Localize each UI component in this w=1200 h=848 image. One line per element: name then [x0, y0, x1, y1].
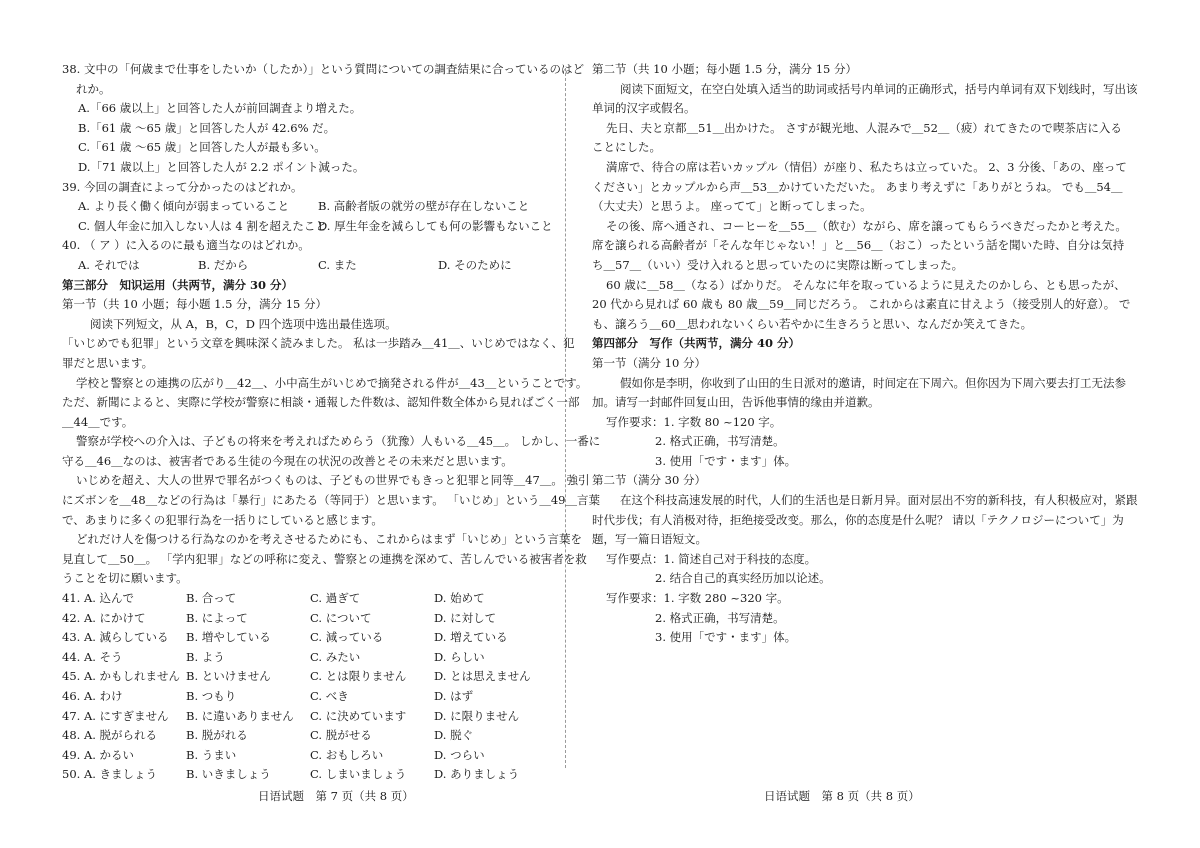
q39-options	[62, 197, 553, 236]
option-39a: A. より長く働く傾向が弱まっていること	[78, 199, 290, 214]
s1-requirement: 3. 使用「です・ます」体。	[655, 453, 797, 468]
page-footer-8: 日语试题 第 8 页（共 8 页）	[764, 789, 920, 803]
s1-body-line: 加。请写一封邮件回复山田，告诉他事情的缘由并道歉。	[592, 395, 880, 410]
option-38b: B.「61 歳 ～65 歳」と回答した人が 42.6% だ。	[78, 120, 336, 135]
option-cell: C. みたい	[310, 649, 361, 664]
option-cell: 46. A. わけ	[62, 689, 123, 703]
option-cell: B. 増やしている	[186, 630, 271, 645]
s1-heading: 第一节（满分 10 分）	[592, 355, 706, 370]
s2-body-line: 在这个科技高速发展的时代，人们的生活也是日新月异。面对层出不穷的新科技，有人积极应对，紧跟	[620, 493, 1138, 508]
instruction-line: 阅读下面短文，在空白处填入适当的助词或括号内单词的正确形式，括号内单词有双下划线时，写出该	[620, 81, 1138, 96]
passage-line: 警察が学校への介入は、子どもの将来を考えればためらう（犹豫）人もいる＿45＿。 しかし、一番に	[76, 434, 601, 449]
s1-body-line: 假如你是李明，你收到了山田的生日派对的邀请，时间定在下周六。但你因为下周六要去打工无法参	[620, 375, 1126, 390]
option-cell: D. つらい	[434, 747, 485, 762]
question-38: 38. 文中の「何歳まで仕事をしたいか（したか）」という質問についての調査結果に合っているのはど	[62, 62, 584, 76]
option-cell: C. べき	[310, 689, 349, 703]
passage-line: も、譲ろう＿60＿思われないくらい若やかに生きろうと思い、なんだか笑えてきた。	[592, 316, 1033, 331]
s2-body-line: 时代步伐；有人消极对待，拒绝接受改变。那么，你的态度是什么呢？ 请以「テクノロジーについて」为	[592, 512, 1124, 527]
passage-line: ＿44＿です。	[62, 414, 134, 429]
option-cell: B. いきましょう	[186, 767, 271, 782]
option-cell: B. よう	[186, 649, 225, 664]
s2-heading: 第二节（满分 30 分）	[592, 473, 706, 488]
s2-requirement: 2. 格式正确，书写清楚。	[655, 610, 785, 625]
s2-body-line: 题，写一篇日语短文。	[592, 532, 707, 547]
option-cell: C. しまいましょう	[310, 767, 407, 782]
s2-point: 写作要点：1. 简述自己对于科技的态度。	[606, 551, 817, 566]
instruction: 阅读下列短文，从 A，B，C，D 四个选项中选出最佳选项。	[90, 316, 397, 331]
page-footer-7: 日语试题 第 7 页（共 8 页）	[258, 789, 414, 803]
passage-line: ただ、新聞によると、実際に学校が警察に相談・通報した件数は、認知件数全体から見ればごく一部	[62, 395, 580, 410]
passage-line: その後、席へ通され、コーヒーを＿55＿（飲む）ながら、席を譲ってもらうべきだったかと考えた。	[606, 218, 1127, 233]
option-cell: 49. A. かるい	[62, 747, 135, 762]
right-page	[592, 60, 1138, 648]
option-cell: B. に違いありません	[186, 708, 294, 723]
passage-line: ください」とカップルから声＿53＿かけていただいた。 あまり考えずに「ありがとうね。 でも＿54＿	[592, 179, 1123, 194]
passage-line: どれだけ人を傷つける行為なのかを考えさせるためにも、これからはまず「いじめ」という言葉を	[76, 532, 582, 547]
passage-line: 席を譲られる高齢者が「そんな年じゃない！」と＿56＿（おこ）ったという話を聞いた時、自分は気持	[592, 238, 1125, 253]
part3-heading: 第三部分 知识运用（共两节，满分 30 分）	[62, 277, 294, 292]
option-cell: 42. A. にかけて	[62, 610, 146, 625]
question-38-cont: れか。	[76, 81, 111, 96]
q40-options	[62, 256, 547, 276]
option-39b: B. 高齢者版の就労の壁が存在しないこと	[318, 199, 530, 214]
option-cell: 48. A. 脱がられる	[62, 728, 158, 743]
option-38a: A.「66 歳以上」と回答した人が前回調査より増えた。	[78, 101, 362, 116]
option-40d: D. そのために	[438, 257, 512, 272]
option-cell: B. 脱がれる	[186, 728, 248, 743]
option-cell: D. 始めて	[434, 591, 485, 606]
section2-heading: 第二节（共 10 小题；每小题 1.5 分，满分 15 分）	[592, 62, 857, 76]
passage-line: 「いじめでも犯罪」という文章を興味深く読みました。 私は一歩踏み＿41＿、いじめではなく、犯	[62, 336, 575, 351]
option-40b: B. だから	[198, 257, 249, 272]
question-40: 40. （ ア ）に入るのに最も適当なのはどれか。	[62, 238, 310, 253]
instruction-line: 单词的汉字或假名。	[592, 101, 696, 116]
option-cell: C. 脱がせる	[310, 728, 372, 743]
passage-line: ち＿57＿（いい）受け入れると思っていたのに実際は断ってしまった。	[592, 257, 964, 272]
s1-requirement: 写作要求：1. 字数 80 ~120 字。	[606, 414, 782, 429]
passage-line: 学校と警察との連携の広がり＿42＿、小中高生がいじめで摘発される件が＿43＿ということです。	[76, 375, 588, 390]
left-page	[62, 60, 601, 785]
option-cell: 44. A. そう	[62, 649, 123, 664]
option-cell: D. らしい	[434, 649, 485, 664]
passage-line: うことを切に願います。	[62, 571, 188, 586]
option-cell: D. はず	[434, 689, 474, 703]
option-38d: D.「71 歳以上」と回答した人が 2.2 ポイント減った。	[78, 159, 365, 174]
option-cell: B. といけません	[186, 669, 271, 684]
option-cell: D. とは思えません	[434, 669, 531, 684]
passage-line: 20 代から見れば 60 歳も 80 歳＿59＿同じだろう。 これからは素直に甘えよう（接受別人的好意）。 で	[592, 297, 1131, 312]
option-39c: C. 個人年金に加入しない人は 4 割を超えたこと	[78, 218, 327, 233]
option-cell: 47. A. にすぎません	[62, 708, 169, 723]
passage-line: にズボンを＿48＿などの行為は「暴行」にあたる（等同于）と思います。 「いじめ」という＿49＿言葉	[62, 493, 600, 508]
option-cell: 43. A. 減らしている	[62, 630, 169, 645]
option-cell: C. 過ぎて	[310, 591, 361, 606]
s2-requirement: 3. 使用「です・ます」体。	[655, 630, 797, 645]
s2-point: 2. 结合自己的真实经历加以论述。	[655, 571, 831, 586]
option-cell: D. ありましょう	[434, 767, 520, 782]
option-cell: C. おもしろい	[310, 747, 384, 762]
option-cell: B. うまい	[186, 747, 237, 762]
option-cell: B. 合って	[186, 591, 237, 606]
option-cell: 50. A. きましょう	[62, 767, 158, 782]
option-cell: D. に対して	[434, 610, 497, 625]
passage-line: で、あまりに多くの犯罪行為を一括りにしていると感じます。	[62, 512, 383, 527]
option-cell: C. 減っている	[310, 630, 384, 645]
passage-line: 60 歳に＿58＿（なる）ばかりだ。 そんなに年を取っているように見えたのかしら、とも思ったが、	[606, 277, 1126, 292]
option-39d: D. 厚生年金を減らしても何の影響もないこと	[318, 218, 553, 233]
part4-heading: 第四部分 写作（共两节，满分 40 分）	[592, 336, 801, 351]
option-cell: 45. A. かもしれません	[62, 669, 181, 684]
s2-requirement: 写作要求：1. 字数 280 ~320 字。	[606, 591, 789, 606]
section1-heading: 第一节（共 10 小题；每小题 1.5 分，满分 15 分）	[62, 297, 327, 312]
s1-requirement: 2. 格式正确，书写清楚。	[655, 434, 785, 449]
option-cell: D. 増えている	[434, 630, 508, 645]
option-cell: B. つもり	[186, 689, 237, 703]
option-38c: C.「61 歳 ～65 歳」と回答した人が最も多い。	[78, 140, 326, 155]
passage-line: ことにした。	[592, 140, 661, 155]
passage-line: 守る＿46＿なのは、被害者である生徒の今現在の状況の改善とその未来だと思います。	[62, 453, 513, 468]
passage-line: 罪だと思います。	[62, 355, 154, 370]
option-40a: A. それでは	[78, 257, 140, 272]
option-cell: C. とは限りません	[310, 669, 407, 684]
passage-line: （大丈夫）と思うよ。 座ってて」と断ってしまった。	[592, 199, 872, 214]
options-table	[62, 589, 547, 785]
option-cell: C. に決めています	[310, 708, 407, 723]
option-cell: D. に限りません	[434, 708, 520, 723]
option-cell: C. について	[310, 610, 372, 625]
passage-line: 満席で、待合の席は若いカップル（情侣）が座り、私たちは立っていた。 2、3 分後、「あの、座って	[606, 159, 1127, 174]
passage-line: いじめを超え、大人の世界で罪名がつくものは、子どもの世界でもきっと犯罪と同等＿47＿。 強引	[76, 473, 590, 488]
option-40c: C. また	[318, 257, 357, 272]
option-cell: D. 脱ぐ	[434, 728, 474, 743]
option-cell: B. によって	[186, 610, 248, 625]
page-divider	[565, 68, 566, 768]
passage-line: 見直して＿50＿。 「学内犯罪」などの呼称に変え、警察との連携を深めて、苦しんでいる被害者を救	[62, 551, 587, 566]
passage-line: 先日、夫と京都＿51＿出かけた。 さすが観光地、人混みで＿52＿（疲）れてきたので喫茶店に入る	[606, 120, 1122, 135]
option-cell: 41. A. 込んで	[62, 591, 135, 606]
question-39: 39. 今回の調査によって分かったのはどれか。	[62, 179, 303, 194]
